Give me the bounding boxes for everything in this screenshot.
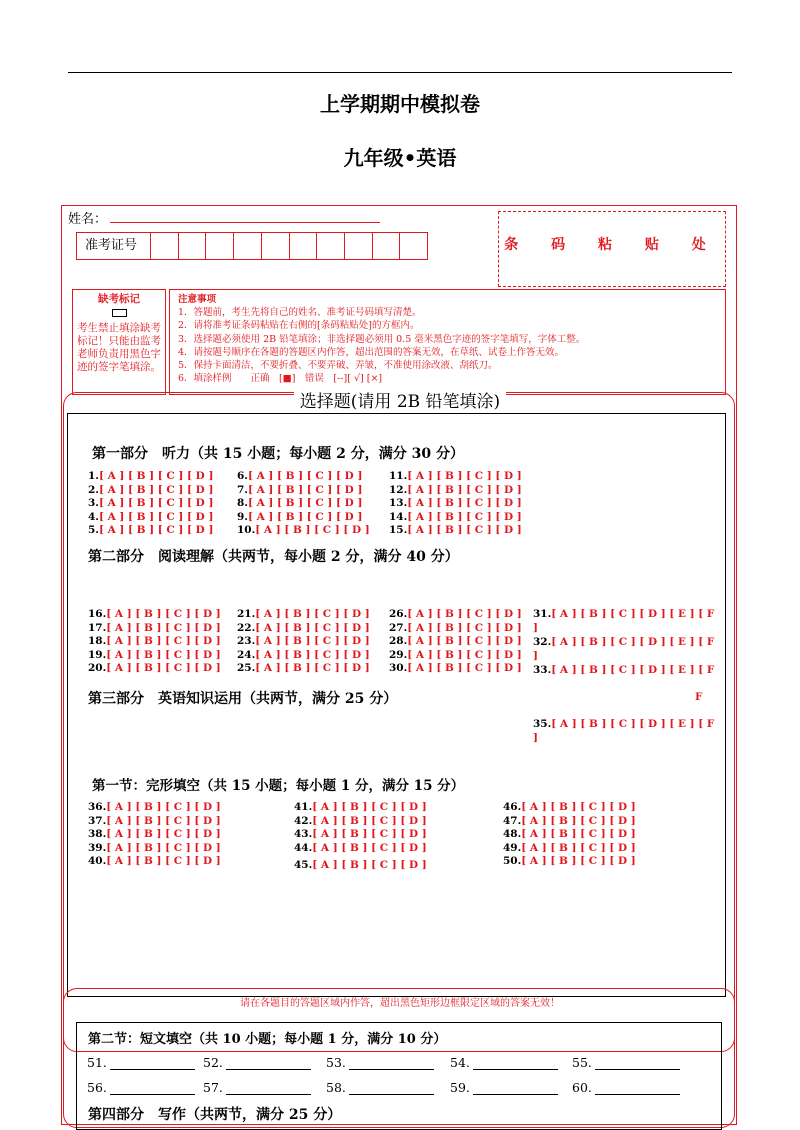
answer-options[interactable]: [ A ] [ B ] [ C ] [ D ] bbox=[106, 841, 221, 854]
answer-row[interactable] bbox=[88, 801, 221, 815]
answer-row[interactable] bbox=[389, 497, 522, 511]
name-label: 姓名： bbox=[68, 212, 108, 227]
answer-row[interactable] bbox=[389, 635, 522, 649]
answer-row[interactable] bbox=[88, 524, 213, 538]
blank-number: 53. bbox=[326, 1055, 346, 1070]
answer-options[interactable]: [ A ] [ B ] [ C ] [ D ] bbox=[521, 855, 636, 867]
question-number: 43. bbox=[294, 828, 313, 840]
notes-item: 1．答题前，考生先将自己的姓名、准考证号码填写清楚。 bbox=[178, 307, 422, 319]
question-number: 13. bbox=[389, 497, 408, 509]
answer-options[interactable]: [ A ] [ B ] [ C ] [ D ] bbox=[407, 497, 522, 509]
answer-options[interactable]: [ A ] [ B ] [ C ] [ D ] bbox=[98, 483, 214, 496]
answer-row[interactable] bbox=[294, 801, 427, 815]
blank-line[interactable] bbox=[110, 1082, 195, 1095]
answer-row[interactable] bbox=[88, 470, 213, 484]
question-number: 30. bbox=[389, 662, 408, 674]
option-f: F bbox=[695, 691, 703, 703]
answer-options[interactable]: [ A ] [ B ] [ C ] [ D ] bbox=[106, 621, 221, 634]
blank-number: 51. bbox=[87, 1055, 107, 1070]
blank-number: 60. bbox=[572, 1080, 592, 1095]
answer-row[interactable] bbox=[88, 497, 213, 511]
blank-line[interactable] bbox=[110, 1057, 195, 1070]
blank-item bbox=[203, 1055, 311, 1070]
answer-options[interactable]: [ A ] [ B ] [ C ] [ D ] [ E ] [ F bbox=[551, 718, 715, 730]
answer-row[interactable] bbox=[503, 815, 636, 829]
answer-options[interactable]: [ A ] [ B ] [ C ] [ D ] bbox=[106, 855, 221, 867]
answer-row[interactable] bbox=[503, 828, 636, 842]
answer-options[interactable]: [ A ] [ B ] [ C ] [ D ] bbox=[106, 608, 221, 620]
blank-line[interactable] bbox=[595, 1057, 680, 1070]
answer-options[interactable]: [ A ] [ B ] [ C ] [ D ] [ E ] [ F bbox=[551, 664, 715, 676]
answer-options[interactable]: [ A ] [ B ] [ C ] [ D ] bbox=[106, 662, 221, 674]
question-number: 48. bbox=[503, 828, 522, 840]
answer-row[interactable] bbox=[237, 662, 370, 676]
absent-title: 缺考标记 bbox=[98, 293, 140, 305]
question-number: 24. bbox=[237, 648, 256, 661]
question-number: 44. bbox=[294, 841, 313, 854]
question-number: 42. bbox=[294, 814, 313, 827]
question-number: 32. bbox=[533, 636, 552, 648]
answer-row[interactable] bbox=[389, 649, 522, 663]
answer-options[interactable]: [ A ] [ B ] [ C ] [ D ] bbox=[312, 801, 427, 813]
question-number: 23. bbox=[237, 635, 256, 647]
blank-item bbox=[572, 1055, 680, 1070]
answer-options[interactable]: [ A ] [ B ] [ C ] [ D ] bbox=[255, 621, 370, 634]
answer-row[interactable] bbox=[88, 828, 221, 842]
blank-line[interactable] bbox=[226, 1082, 311, 1095]
answer-options[interactable]: [ A ] [ B ] [ C ] [ D ] bbox=[247, 470, 363, 482]
question-number: 33. bbox=[533, 664, 552, 676]
blank-item bbox=[87, 1055, 195, 1070]
answer-row[interactable] bbox=[88, 635, 221, 649]
answer-options[interactable]: [ A ] [ B ] [ C ] [ D ] bbox=[407, 635, 522, 647]
blank-number: 54. bbox=[450, 1055, 470, 1070]
answer-options[interactable]: [ A ] [ B ] [ C ] [ D ] bbox=[521, 828, 636, 840]
answer-options[interactable]: [ A ] [ B ] [ C ] [ D ] bbox=[255, 648, 370, 661]
exam-number-cell[interactable] bbox=[206, 233, 234, 259]
page-subtitle: 九年级•英语 bbox=[343, 146, 457, 170]
part3-heading: 第三部分 英语知识运用（共两节，满分 25 分） bbox=[88, 691, 398, 707]
answer-options[interactable]: [ A ] [ B ] [ C ] [ D ] bbox=[312, 841, 427, 854]
question-number: 18. bbox=[88, 635, 107, 647]
question-number: 4. bbox=[88, 510, 99, 523]
question-number: 3. bbox=[88, 497, 99, 509]
answer-options[interactable]: [ A ] [ B ] [ C ] [ D ] bbox=[312, 828, 427, 840]
answer-row[interactable] bbox=[503, 842, 636, 856]
answer-row[interactable] bbox=[88, 649, 221, 663]
question-number: 7. bbox=[237, 483, 248, 496]
mc-title: 选择题(请用 2B 铅笔填涂) bbox=[0, 390, 800, 414]
answer-row[interactable] bbox=[88, 484, 213, 498]
blank-line[interactable] bbox=[595, 1082, 680, 1095]
question-number: 11. bbox=[389, 470, 408, 482]
question-number: 10. bbox=[237, 524, 256, 536]
exam-number-cell[interactable] bbox=[373, 233, 401, 259]
answer-row[interactable] bbox=[503, 855, 636, 869]
blank-line[interactable] bbox=[349, 1082, 434, 1095]
absent-mark-box bbox=[72, 289, 166, 395]
answer-row[interactable] bbox=[389, 470, 522, 484]
answer-options[interactable]: [ A ] [ B ] [ C ] [ D ] bbox=[106, 801, 221, 813]
answer-options[interactable]: [ A ] [ B ] [ C ] [ D ] [ E ] [ F bbox=[551, 608, 715, 620]
answer-row[interactable] bbox=[294, 842, 427, 856]
bracket-close: ] bbox=[533, 731, 538, 744]
top-rule bbox=[68, 72, 732, 73]
answer-options[interactable]: [ A ] [ B ] [ C ] [ D ] bbox=[98, 470, 214, 482]
question-number: 27. bbox=[389, 621, 408, 634]
answer-row[interactable] bbox=[533, 664, 714, 678]
name-field[interactable] bbox=[110, 222, 380, 223]
blank-item bbox=[326, 1080, 434, 1095]
answer-row[interactable] bbox=[294, 815, 427, 829]
question-number: 21. bbox=[237, 608, 256, 620]
answer-options[interactable]: [ A ] [ B ] [ C ] [ D ] bbox=[255, 635, 370, 647]
answer-options[interactable]: [ A ] [ B ] [ C ] [ D ] bbox=[106, 635, 221, 647]
question-number: 9. bbox=[237, 510, 248, 523]
answer-options[interactable]: [ A ] [ B ] [ C ] [ D ] bbox=[98, 497, 214, 509]
question-number: 8. bbox=[237, 497, 248, 509]
question-number: 22. bbox=[237, 621, 256, 634]
answer-options[interactable]: [ A ] [ B ] [ C ] [ D ] bbox=[247, 483, 363, 496]
notes-item: 2．请将准考证条码粘贴在右侧的[条码粘贴处]的方框内。 bbox=[178, 320, 420, 332]
exam-number-cell[interactable] bbox=[317, 233, 345, 259]
blank-line[interactable] bbox=[473, 1082, 558, 1095]
answer-options[interactable]: [ A ] [ B ] [ C ] [ D ] bbox=[255, 608, 370, 620]
answer-row[interactable] bbox=[294, 859, 427, 873]
question-number: 15. bbox=[389, 524, 408, 536]
answer-options[interactable]: [ A ] [ B ] [ C ] [ D ] bbox=[255, 524, 370, 536]
question-number: 41. bbox=[294, 801, 313, 813]
answer-options[interactable]: [ A ] [ B ] [ C ] [ D ] bbox=[407, 510, 522, 523]
question-number: 35. bbox=[533, 718, 552, 730]
exam-number-grid bbox=[76, 232, 428, 260]
answer-row[interactable] bbox=[503, 801, 636, 815]
question-number: 39. bbox=[88, 841, 107, 854]
exam-number-cell[interactable] bbox=[262, 233, 290, 259]
blank-number: 56. bbox=[87, 1080, 107, 1095]
answer-row[interactable] bbox=[389, 608, 522, 622]
answer-row[interactable] bbox=[88, 815, 221, 829]
answer-row[interactable] bbox=[237, 635, 370, 649]
answer-options[interactable]: [ A ] [ B ] [ C ] [ D ] bbox=[98, 510, 214, 523]
answer-row[interactable] bbox=[237, 649, 370, 663]
part3-sec1-heading: 第一节：完形填空（共 15 小题；每小题 1 分，满分 15 分） bbox=[92, 778, 465, 794]
question-number: 20. bbox=[88, 662, 107, 674]
barcode-area: 条 码 粘 贴 处 bbox=[498, 211, 726, 287]
absent-checkbox[interactable] bbox=[112, 309, 127, 317]
question-number: 16. bbox=[88, 608, 107, 620]
answer-options[interactable]: [ A ] [ B ] [ C ] [ D ] bbox=[312, 859, 427, 871]
question-number: 46. bbox=[503, 801, 522, 813]
blank-number: 55. bbox=[572, 1055, 592, 1070]
answer-row[interactable] bbox=[237, 497, 362, 511]
blank-number: 58. bbox=[326, 1080, 346, 1095]
answer-options[interactable]: [ A ] [ B ] [ C ] [ D ] bbox=[407, 470, 522, 482]
blank-line[interactable] bbox=[349, 1057, 434, 1070]
question-number: 12. bbox=[389, 483, 408, 496]
blank-line[interactable] bbox=[226, 1057, 311, 1070]
exam-number-label: 准考证号 bbox=[77, 233, 151, 259]
bracket-close: ] bbox=[533, 649, 538, 662]
question-number: 26. bbox=[389, 608, 408, 620]
answer-options[interactable]: [ A ] [ B ] [ C ] [ D ] bbox=[521, 814, 636, 827]
answer-options[interactable]: [ A ] [ B ] [ C ] [ D ] bbox=[407, 648, 522, 661]
answer-options[interactable]: [ A ] [ B ] [ C ] [ D ] bbox=[106, 828, 221, 840]
question-number: 31. bbox=[533, 608, 552, 620]
exam-number-cell[interactable] bbox=[179, 233, 207, 259]
question-number: 6. bbox=[237, 470, 248, 482]
answer-row[interactable] bbox=[237, 524, 370, 538]
answer-options[interactable]: [ A ] [ B ] [ C ] [ D ] bbox=[521, 841, 636, 854]
question-number: 37. bbox=[88, 814, 107, 827]
question-number: 19. bbox=[88, 648, 107, 661]
answer-options[interactable]: [ A ] [ B ] [ C ] [ D ] bbox=[407, 524, 522, 536]
question-number: 5. bbox=[88, 524, 99, 536]
notes-item: 6．填涂样例 正确 [■] 错误 [--][ √] [×] bbox=[178, 373, 383, 385]
question-number: 28. bbox=[389, 635, 408, 647]
answer-options[interactable]: [ A ] [ B ] [ C ] [ D ] bbox=[521, 801, 636, 813]
answer-row[interactable] bbox=[237, 622, 370, 636]
answer-options[interactable]: [ A ] [ B ] [ C ] [ D ] bbox=[407, 621, 522, 634]
notes-title: 注意事项 bbox=[178, 294, 217, 305]
blank-line[interactable] bbox=[473, 1057, 558, 1070]
question-number: 2. bbox=[88, 483, 99, 496]
question-number: 25. bbox=[237, 662, 256, 674]
answer-row[interactable] bbox=[533, 636, 714, 650]
answer-row[interactable] bbox=[237, 470, 362, 484]
question-number: 17. bbox=[88, 621, 107, 634]
answer-options[interactable]: [ A ] [ B ] [ C ] [ D ] bbox=[255, 662, 370, 674]
exam-number-cell[interactable] bbox=[234, 233, 262, 259]
answer-row[interactable] bbox=[533, 608, 714, 622]
page-title: 上学期期中模拟卷 bbox=[320, 92, 480, 116]
answer-options[interactable]: [ A ] [ B ] [ C ] [ D ] bbox=[247, 510, 363, 523]
blank-item bbox=[87, 1080, 195, 1095]
question-number: 47. bbox=[503, 814, 522, 827]
answer-row[interactable] bbox=[88, 662, 221, 676]
part1-heading: 第一部分 听力（共 15 小题；每小题 2 分，满分 30 分） bbox=[92, 446, 464, 462]
question-number: 40. bbox=[88, 855, 107, 867]
question-number: 36. bbox=[88, 801, 107, 813]
answer-row[interactable] bbox=[389, 662, 522, 676]
answer-options[interactable]: [ A ] [ B ] [ C ] [ D ] bbox=[98, 524, 214, 536]
bottom-warning: 请在各题目的答题区域内作答，超出黑色矩形边框限定区域的答案无效！ bbox=[240, 998, 560, 1009]
answer-row[interactable] bbox=[389, 622, 522, 636]
answer-options[interactable]: [ A ] [ B ] [ C ] [ D ] bbox=[106, 648, 221, 661]
question-number: 29. bbox=[389, 648, 408, 661]
blank-number: 59. bbox=[450, 1080, 470, 1095]
answer-row[interactable] bbox=[88, 855, 221, 869]
notes-item: 3．选择题必须使用 2B 铅笔填涂；非选择题必须用 0.5 毫米黑色字迹的签字笔填写，字体工整。 bbox=[178, 333, 586, 345]
answer-row[interactable] bbox=[389, 524, 522, 538]
answer-options[interactable]: [ A ] [ B ] [ C ] [ D ] bbox=[407, 483, 522, 496]
blank-item bbox=[572, 1080, 680, 1095]
notes-box bbox=[169, 289, 726, 395]
answer-row[interactable] bbox=[237, 484, 362, 498]
blank-item bbox=[326, 1055, 434, 1070]
part2-heading: 第二部分 阅读理解（共两节，每小题 2 分，满分 40 分） bbox=[88, 549, 459, 565]
question-number: 50. bbox=[503, 855, 522, 867]
exam-number-cell[interactable] bbox=[400, 233, 427, 259]
answer-row[interactable] bbox=[88, 842, 221, 856]
blank-number: 52. bbox=[203, 1055, 223, 1070]
answer-options[interactable]: [ A ] [ B ] [ C ] [ D ] bbox=[247, 497, 363, 509]
exam-number-cell[interactable] bbox=[345, 233, 373, 259]
answer-row[interactable] bbox=[294, 828, 427, 842]
part4-heading: 第四部分 写作（共两节，满分 25 分） bbox=[88, 1107, 342, 1123]
bracket-close: ] bbox=[533, 621, 538, 634]
answer-row[interactable] bbox=[237, 608, 370, 622]
question-number: 38. bbox=[88, 828, 107, 840]
notes-item: 5．保持卡面清洁，不要折叠、不要弄破、弄皱，不准使用涂改液、刮纸刀。 bbox=[178, 360, 498, 372]
exam-number-cell[interactable] bbox=[290, 233, 318, 259]
question-number: 49. bbox=[503, 841, 522, 854]
exam-number-cell[interactable] bbox=[151, 233, 179, 259]
blank-item bbox=[450, 1055, 558, 1070]
question-number: 1. bbox=[88, 470, 99, 482]
answer-options[interactable]: [ A ] [ B ] [ C ] [ D ] bbox=[106, 814, 221, 827]
fill-blank-heading: 第二节：短文填空（共 10 小题；每小题 1 分，满分 10 分） bbox=[88, 1032, 447, 1047]
answer-row[interactable] bbox=[389, 511, 522, 525]
answer-options[interactable]: [ A ] [ B ] [ C ] [ D ] bbox=[312, 814, 427, 827]
answer-row[interactable] bbox=[88, 622, 221, 636]
blank-item bbox=[203, 1080, 311, 1095]
answer-row[interactable] bbox=[389, 484, 522, 498]
answer-row[interactable] bbox=[533, 718, 714, 732]
blank-item bbox=[450, 1080, 558, 1095]
answer-row[interactable] bbox=[237, 511, 362, 525]
question-number: 14. bbox=[389, 510, 408, 523]
answer-row[interactable] bbox=[88, 511, 213, 525]
answer-options[interactable]: [ A ] [ B ] [ C ] [ D ] bbox=[407, 608, 522, 620]
answer-options[interactable]: [ A ] [ B ] [ C ] [ D ] [ E ] [ F bbox=[551, 636, 715, 648]
notes-item: 4．请按题号顺序在各题的答题区内作答，超出范围的答案无效，在草纸、试卷上作答无效。 bbox=[178, 346, 565, 358]
absent-text: 考生禁止填涂缺考标记！只能由监考老师负责用黑色字迹的签字笔填涂。 bbox=[77, 322, 161, 373]
answer-row[interactable] bbox=[88, 608, 221, 622]
blank-number: 57. bbox=[203, 1080, 223, 1095]
question-number: 45. bbox=[294, 859, 313, 871]
answer-options[interactable]: [ A ] [ B ] [ C ] [ D ] bbox=[407, 662, 522, 674]
